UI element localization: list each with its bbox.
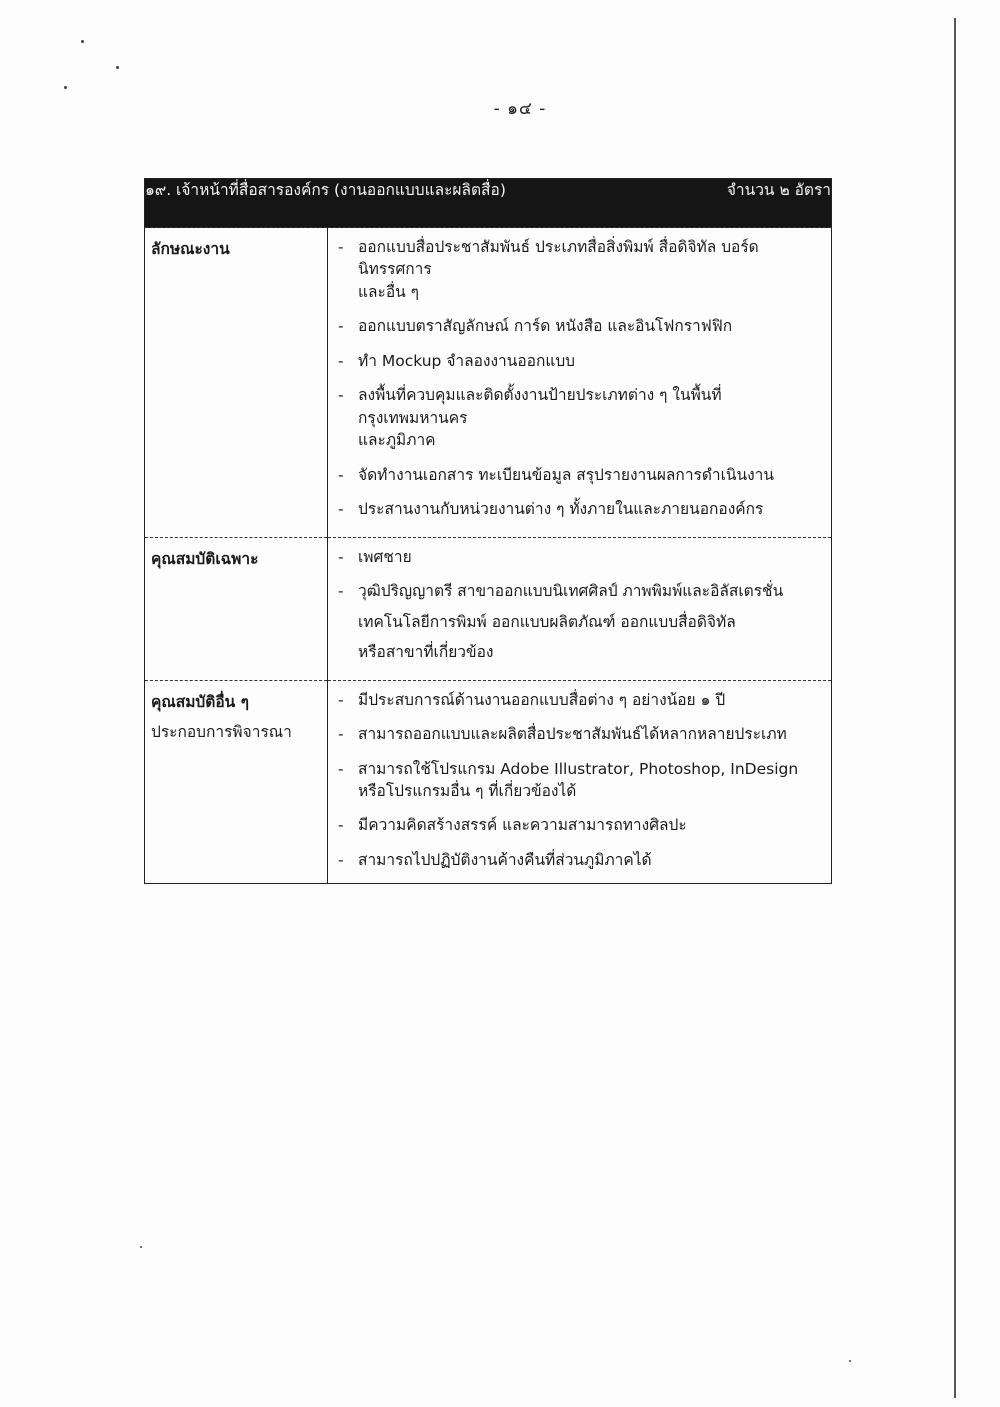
list-item-text: ออกแบบตราสัญลักษณ์ การ์ด หนังสือ และอินโฟกราฟฟิก	[358, 317, 733, 336]
table-header-row	[145, 179, 832, 228]
list-item-text: จัดทำงานเอกสาร ทะเบียนข้อมูล สรุปรายงานผลการดำเนินงาน	[358, 465, 774, 484]
list-item	[338, 849, 821, 871]
list-item-text: ลงพื้นที่ควบคุมและติดตั้งงานป้ายประเภทต่าง ๆ ในพื้นที่กรุงเทพมหานคร	[358, 386, 722, 427]
job-description-table	[144, 178, 832, 884]
section-label	[145, 680, 328, 884]
list-item-text: มีประสบการณ์ด้านงานออกแบบสื่อต่าง ๆ อย่างน้อย ๑ ปี	[358, 690, 726, 709]
list-item	[338, 814, 821, 836]
list-item-text: สามารถออกแบบและผลิตสื่อประชาสัมพันธ์ได้หลากหลายประเภท	[358, 725, 787, 744]
table-row	[145, 537, 832, 680]
list-item	[338, 315, 821, 337]
table-row	[145, 228, 832, 538]
table-header-cell	[145, 179, 832, 228]
list-item	[338, 498, 821, 520]
list-item-text-continued: และอื่น ๆ	[358, 282, 419, 301]
section-label-line: คุณสมบัติอื่น ๆ	[151, 692, 249, 711]
list-item-text: ประสานงานกับหน่วยงานต่าง ๆ ทั้งภายในและภายนอกองค์กร	[358, 500, 764, 519]
list-item-text: ออกแบบสื่อประชาสัมพันธ์ ประเภทสื่อสิ่งพิมพ์ สื่อดิจิทัล บอร์ดนิทรรศการ	[358, 238, 759, 279]
list-item-text: ทำ Mockup จำลองงานออกแบบ	[358, 351, 576, 370]
list-item-text-continued: หรือโปรแกรมอื่น ๆ ที่เกี่ยวข้องได้	[358, 781, 577, 800]
list-item	[338, 236, 821, 303]
scan-speck	[64, 86, 67, 89]
list-item-text: สามารถใช้โปรแกรม Adobe Illustrator, Photoshop, InDesign	[358, 759, 799, 778]
bullet-list	[328, 538, 831, 680]
list-item	[338, 758, 821, 803]
scan-speck	[81, 40, 84, 43]
scan-edge-line	[954, 18, 956, 1398]
scan-speck	[849, 1360, 851, 1362]
page-number: - ๑๔ -	[493, 99, 547, 119]
section-label: คุณสมบัติเฉพาะ	[145, 537, 328, 680]
list-item	[338, 580, 821, 663]
list-item-text: เพศชาย	[358, 547, 412, 566]
bullet-list	[328, 681, 831, 872]
list-item-text-continued: เทคโนโลยีการพิมพ์ ออกแบบผลิตภัณฑ์ ออกแบบสื่อดิจิทัล	[358, 612, 736, 631]
section-label: ลักษณะงาน	[145, 228, 328, 538]
scan-speck	[116, 66, 119, 69]
list-item	[338, 546, 821, 568]
list-item-text-continued: หรือสาขาที่เกี่ยวข้อง	[358, 643, 494, 662]
table-row	[145, 680, 832, 884]
list-item	[338, 723, 821, 745]
section-content	[328, 537, 832, 680]
list-item-text: สามารถไปปฏิบัติงานค้างคืนที่ส่วนภูมิภาคได้	[358, 850, 652, 869]
section-label-line: ประกอบการพิจารณา	[151, 723, 292, 742]
section-content	[328, 228, 832, 538]
list-item-text: วุฒิปริญญาตรี สาขาออกแบบนิเทศศิลป์ ภาพพิมพ์และอิลัสเตรชั่น	[358, 582, 784, 601]
list-item-text: มีความคิดสร้างสรรค์ และความสามารถทางศิลปะ	[358, 816, 687, 835]
position-title: ๑๙. เจ้าหน้าที่สื่อสารองค์กร (งานออกแบบและผลิตสื่อ)	[145, 181, 506, 199]
position-count: จำนวน ๒ อัตรา	[726, 181, 831, 199]
list-item-text-continued: และภูมิภาค	[358, 431, 436, 450]
list-item	[338, 384, 821, 451]
bullet-list	[328, 228, 831, 537]
list-item	[338, 464, 821, 486]
section-content	[328, 680, 832, 884]
scan-speck	[140, 1246, 142, 1248]
list-item	[338, 350, 821, 372]
list-item	[338, 689, 821, 711]
